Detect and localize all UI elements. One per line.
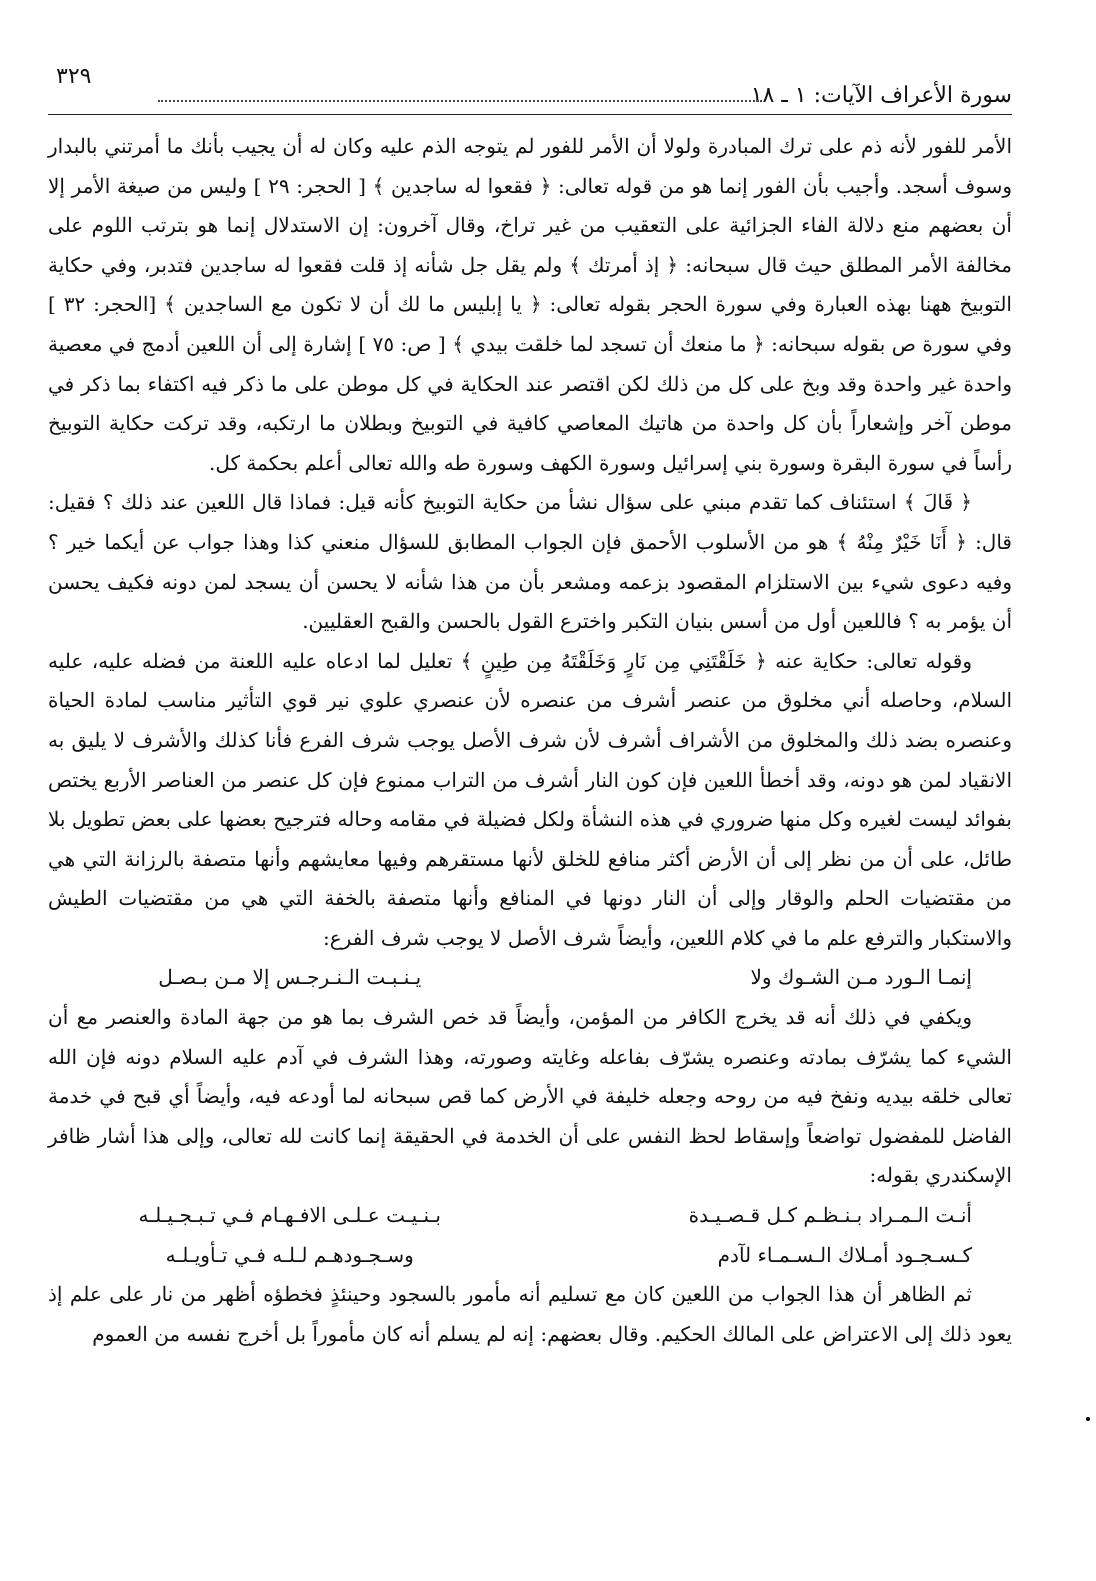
verse-line xyxy=(48,1236,1012,1276)
paragraph-2: ﴿ قَالَ ﴾ استئناف كما تقدم مبني على سؤال نشأ من حكاية التوبيخ كأنه قيل: فماذا قال اللعين عند ذلك ؟ فقيل: قال: ﴿ أَنَا خَيْرٌ مِنْهُ ﴾ هو من الأسلوب الأحمق فإن الجواب المطابق للسؤال منعني كذا وهذا جواب عن أيكما خير ؟ وفيه دعوى شيء بين الاستلزام المقصود بزعمه ومشعر بأن من هذا شأنه لا يحسن أن يسجد لمن دونه فكيف يحسن أن يؤمر به ؟ فاللعين أول من أسس بنيان التكبر واخترع القول بالحسن والقبح العقليين. xyxy=(48,490,1013,634)
verse-line xyxy=(48,958,1012,998)
verse-hemistich-second: وسـجـودهـم لـلـه فـي تـأويـلـه xyxy=(165,1242,414,1267)
paragraph-3: وقوله تعالى: حكاية عنه ﴿ خَلَقْتَنِي مِن نَارٍ وَخَلَقْتَهُ مِن طِينٍ ﴾ تعليل لما ادعاه عليه اللعنة من فضله عليه، عليه السلام، وحاصله أني مخلوق من عنصر أشرف من عنصره لأن عنصري علوي نير قوي التأثير مناسب لمادة الحياة وعنصره بضد ذلك والمخلوق من الأشراف أشرف لأن شرف الأصل يوجب شرف الفرع فأنا كذلك والأشرف لا يليق به الانقياد لمن هو دونه، وقد أخطأ اللعين فإن كون النار أشرف من التراب ممنوع فإن كل عنصر من العناصر الأربع يختص بفوائد ليست لغيره وكل منها ضروري في هذه النشأة ولكل فضيلة في مقامه وحاله فترجيح بعضها على بعض تطويل بلا طائل، على أن من نظر إلى أن الأرض أكثر منافع للخلق لأنها مستقرهم وفيها معايشهم وأنها متصفة بالرزانة التي هي من مقتضيات الحلم والوقار وإلى أن النار دونها في المنافع وأنها متصفة بالخفة التي هي من مقتضيات الطيش والاستكبار والترفع علم ما في كلام اللعين، وأيضاً شرف الأصل لا يوجب شرف الفرع: xyxy=(48,648,1012,950)
paragraph-4: ويكفي في ذلك أنه قد يخرج الكافر من المؤمن، وأيضاً قد خص الشرف بما هو من جهة المادة والعنصر مع أن الشيء كما يشرّف بمادته وعنصره يشرّف بفاعله وغايته وصورته، وهذا الشرف في آدم عليه السلام دونه فإن الله تعالى خلقه بيديه ونفخ فيه من روحه وجعله خليفة في الأرض كما قص سبحانه لما أودعه فيه، وأيضاً أي قبح في خدمة الفاضل للمفضول تواضعاً وإسقاط لحظ النفس على أن الخدمة في الحقيقة إنما كانت لله تعالى، وإلى هذا أشار ظافر الإسكندري بقوله: xyxy=(48,1005,1012,1188)
paragraph-5: ثم الظاهر أن هذا الجواب من اللعين كان مع تسليم أنه مأمور بالسجود وحينئذٍ فخطؤه أظهر من نار على علم إذ يعود ذلك إلى الاعتراض على المالك الحكيم. وقال بعضهم: إنه لم يسلم أنه كان مأموراً بل أخرج نفسه من العموم xyxy=(48,1282,1012,1346)
verse-hemistich-first: إنمـا الـورد مـن الشـوك ولا xyxy=(750,965,972,990)
verse-hemistich-first: أنـت الـمـراد بـنـظـم كـل قـصـيـدة xyxy=(688,1203,972,1228)
verse-hemistich-second: بـنـيـت عـلـى الافـهـام فـي تـبـجـيـلـه xyxy=(138,1203,441,1228)
chapter-title: سورة الأعراف الآيات: ١ ـ ١٨ xyxy=(750,83,1012,108)
running-header xyxy=(48,62,1012,115)
verse-hemistich-second: يـنـبـت الـنـرجـس إلا مـن بـصـل xyxy=(158,965,422,990)
verse-line xyxy=(48,1196,1012,1236)
verse-hemistich-first: كـسـجـود أمـلاك الـسـمـاء لآدم xyxy=(717,1242,972,1267)
margin-dot xyxy=(1086,1417,1090,1421)
paragraph-1: الأمر للفور لأنه ذم على ترك المبادرة ولولا أن الأمر للفور لم يتوجه الذم عليه وكان له أن يجيب بأنك ما أمرتني بالبدار وسوف أسجد. وأجيب بأن الفور إنما هو من قوله تعالى: ﴿ فقعوا له ساجدين ﴾ [ الحجر: ٢٩ ] وليس من صيغة الأمر إلا أن بعضهم منع دلالة الفاء الجزائية على التعقيب من غير تراخ، وقال آخرون: إن الاستدلال إنما هو بترتب اللوم على مخالفة الأمر المطلق حيث قال سبحانه: ﴿ إذ أمرتك ﴾ ولم يقل جل شأنه إذ قلت فقعوا له ساجدين فتدبر، وفي حكاية التوبيخ ههنا بهذه العبارة وفي سورة الحجر بقوله تعالى: ﴿ يا إبليس ما لك أن لا تكون مع الساجدين ﴾ [الحجر: ٣٢ ] وفي سورة ص بقوله سبحانه: ﴿ ما منعك أن تسجد لما خلقت بيدي ﴾ [ ص: ٧٥ ] إشارة إلى أن اللعين أدمج في معصية واحدة غير واحدة وقد وبخ على كل من ذلك لكن اقتصر عند الحكاية في كل موطن على ما ذكر فيه اكتفاء بما ذكر في موطن آخر وإشعاراً بأن كل واحدة من هاتيك المعاصي كافية في التوبيخ وبطلان ما ارتكبه، وقد تركت حكاية التوبيخ رأساً في سورة البقرة وسورة بني إسرائيل وسورة الكهف وسورة طه والله تعالى أعلم بحكمة كل. xyxy=(48,134,1013,475)
page-number: ٣٢٩ xyxy=(56,64,92,89)
header-dotted-leader xyxy=(158,100,762,102)
